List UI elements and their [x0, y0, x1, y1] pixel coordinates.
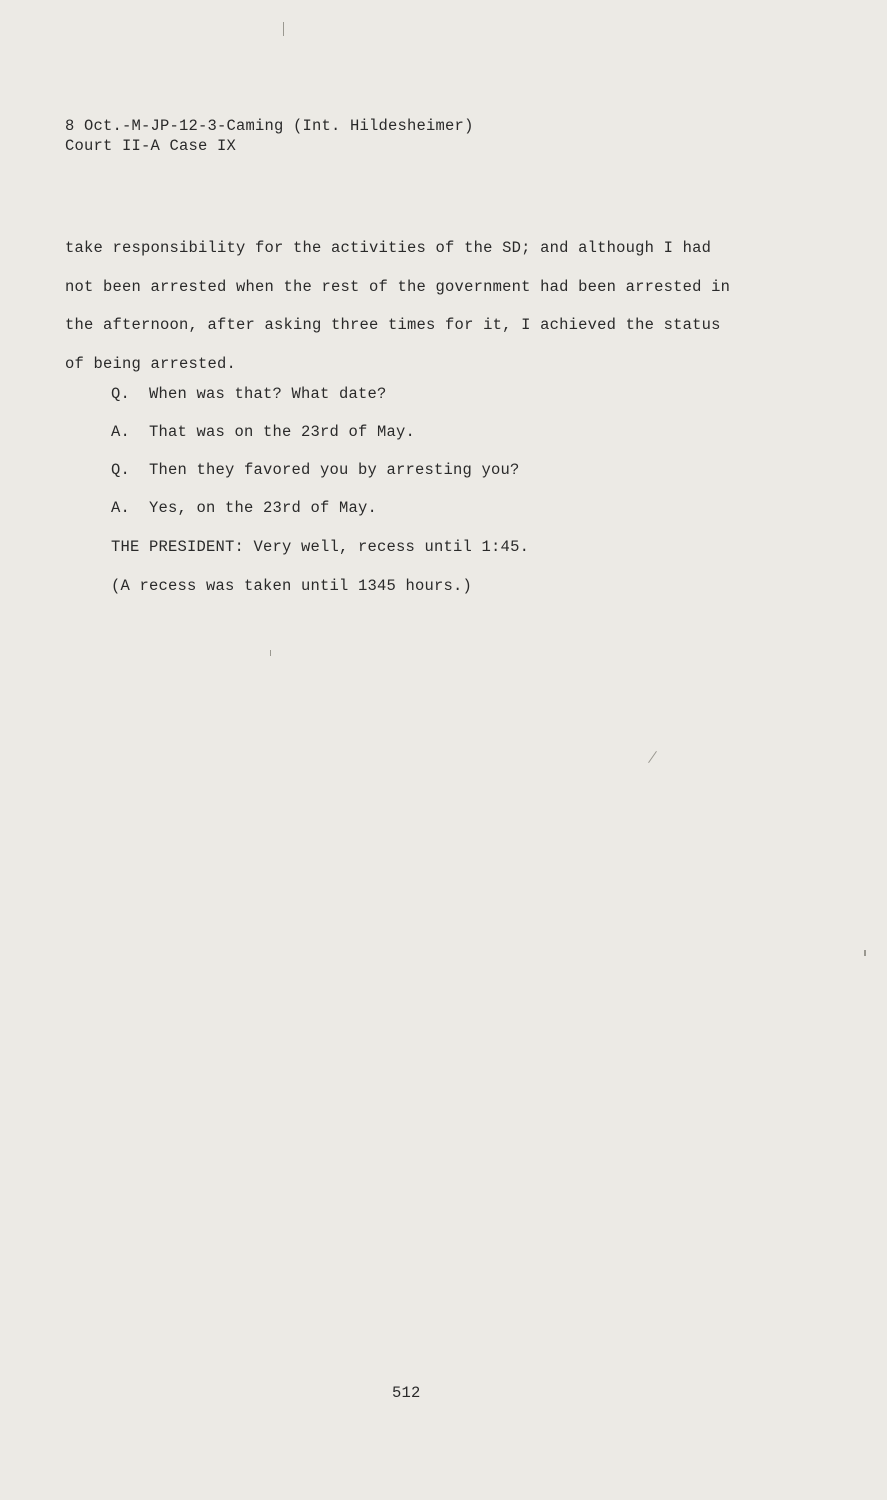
qa-text: That was on the 23rd of May. [149, 423, 416, 441]
body-line: not been arrested when the rest of the government had been arrested in [65, 277, 731, 296]
qa-text: Then they favored you by arresting you? [149, 461, 520, 479]
qa-text: Yes, on the 23rd of May. [149, 499, 378, 517]
body-line: take responsibility for the activities of the SD; and although I had [65, 239, 712, 257]
question-line [111, 461, 520, 479]
page-number: 512 [392, 1384, 421, 1402]
testimony-paragraph [65, 229, 765, 383]
question-line [111, 385, 387, 403]
document-header [65, 116, 474, 156]
qa-text: When was that? What date? [149, 385, 387, 403]
qa-tag: Q. [111, 461, 131, 479]
answer-line [111, 423, 415, 441]
header-line-2: Court II-A Case IX [65, 137, 237, 155]
paper-mark [648, 751, 657, 763]
qa-tag: A. [111, 499, 131, 517]
qa-tag: Q. [111, 385, 131, 403]
header-line-1: 8 Oct.-M-JP-12-3-Caming (Int. Hildesheimer) [65, 117, 474, 135]
recess-note: (A recess was taken until 1345 hours.) [111, 577, 473, 595]
body-line: of being arrested. [65, 354, 237, 373]
qa-tag: A. [111, 423, 131, 441]
paper-mark [270, 650, 271, 656]
paper-mark [864, 950, 866, 956]
paper-mark [283, 22, 284, 36]
president-statement: THE PRESIDENT: Very well, recess until 1:45. [111, 538, 530, 556]
answer-line [111, 499, 377, 517]
body-line: the afternoon, after asking three times for it, I achieved the status [65, 316, 721, 334]
